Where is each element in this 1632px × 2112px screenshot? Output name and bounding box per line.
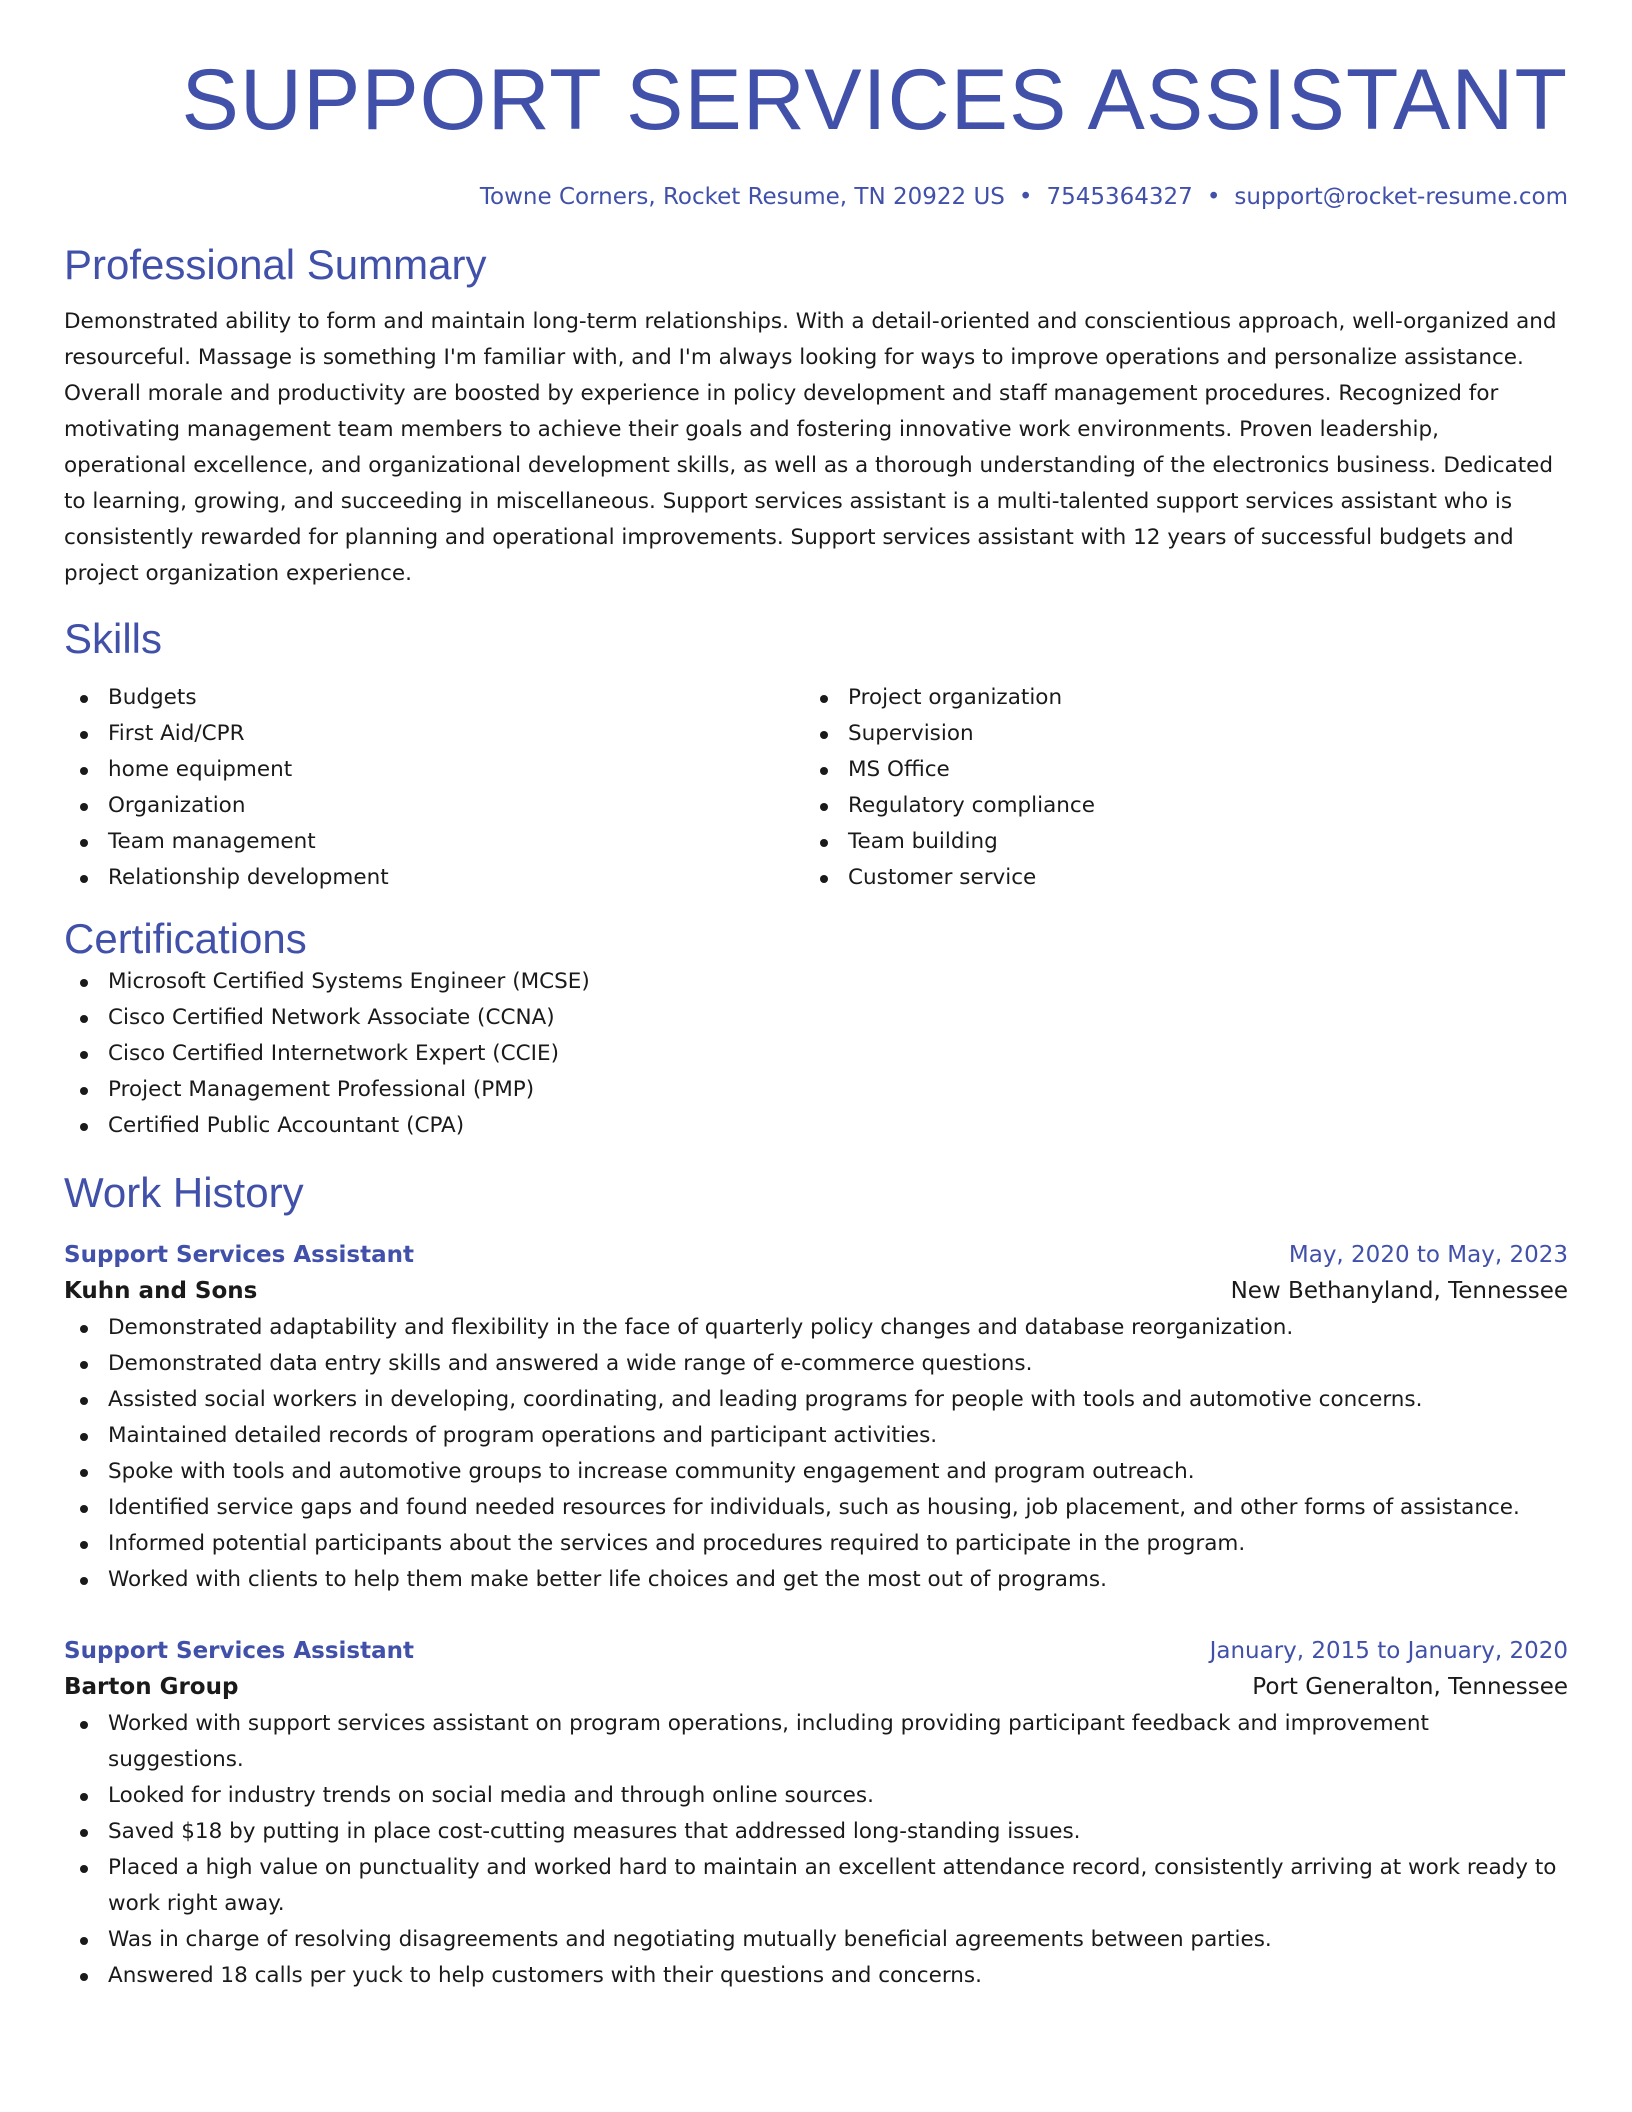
job-location: New Bethanyland, Tennessee — [1230, 1278, 1568, 1304]
bullet-dot — [820, 875, 828, 883]
bullet-dot — [820, 803, 828, 811]
skill-label: First Aid/CPR — [108, 721, 245, 746]
job-bullet — [64, 1418, 1568, 1454]
skill-item — [804, 716, 1544, 752]
work-history-section — [64, 1168, 1568, 1994]
bullet-dot — [80, 1865, 88, 1873]
bullet-dot — [80, 875, 88, 883]
job-bullet — [64, 1778, 1568, 1814]
skill-item — [804, 680, 1544, 716]
contact-phone: 7545364327 — [1046, 184, 1193, 210]
job-entry — [64, 1238, 1568, 1598]
certification-item — [64, 964, 1568, 1000]
job-bullet — [64, 1706, 1568, 1778]
skill-item — [64, 788, 804, 824]
job-bullet-text: Worked with clients to help them make better life choices and get the most out of programs. — [108, 1567, 1107, 1592]
bullet-dot — [80, 1361, 88, 1369]
bullet-dot — [80, 731, 88, 739]
job-bullet — [64, 1490, 1568, 1526]
job-bullet — [64, 1454, 1568, 1490]
job-bullets — [64, 1310, 1568, 1598]
job-dates: January, 2015 to January, 2020 — [1209, 1638, 1568, 1664]
skills-column-left — [64, 680, 804, 896]
certification-item — [64, 1072, 1568, 1108]
contact-separator: • — [1206, 184, 1221, 210]
contact-line — [64, 182, 1568, 212]
bullet-dot — [80, 1123, 88, 1131]
skill-item — [64, 680, 804, 716]
job-bullet — [64, 1310, 1568, 1346]
job-bullet-text: Demonstrated adaptability and flexibility in the face of quarterly policy changes and database reorganization. — [108, 1315, 1294, 1340]
certification-label: Cisco Certified Network Associate (CCNA) — [108, 1005, 555, 1030]
skills-section — [64, 614, 1568, 896]
job-bullet — [64, 1958, 1568, 1994]
skill-label: Customer service — [848, 865, 1037, 890]
job-bullet — [64, 1814, 1568, 1850]
bullet-dot — [80, 695, 88, 703]
skill-item — [64, 716, 804, 752]
bullet-dot — [80, 1793, 88, 1801]
job-bullet-text: Identified service gaps and found needed resources for individuals, such as housing, job placement, and other forms of assistance. — [108, 1495, 1520, 1520]
bullet-dot — [80, 1541, 88, 1549]
job-title: Support Services Assistant — [64, 1638, 414, 1664]
bullet-dot — [80, 1937, 88, 1945]
job-bullet — [64, 1526, 1568, 1562]
skills-grid — [64, 680, 1568, 896]
job-company-row — [64, 1668, 1568, 1706]
bullet-dot — [80, 1051, 88, 1059]
certification-item — [64, 1000, 1568, 1036]
section-title-certifications: Certifications — [64, 915, 307, 962]
bullet-dot — [80, 1469, 88, 1477]
bullet-dot — [80, 1433, 88, 1441]
skill-item — [64, 860, 804, 896]
job-company-row — [64, 1272, 1568, 1310]
bullet-dot — [820, 767, 828, 775]
certifications-section — [64, 914, 1568, 1144]
bullet-dot — [820, 731, 828, 739]
contact-email: support@rocket-resume.com — [1234, 184, 1568, 210]
bullet-dot — [80, 1829, 88, 1837]
skill-label: Team management — [108, 829, 316, 854]
job-bullet-text: Informed potential participants about the services and procedures required to participate in the program. — [108, 1531, 1246, 1556]
section-title-summary: Professional Summary — [64, 241, 487, 288]
bullet-dot — [80, 1325, 88, 1333]
job-bullet-text: Looked for industry trends on social media and through online sources. — [108, 1783, 874, 1808]
skill-item — [804, 752, 1544, 788]
section-title-skills: Skills — [64, 615, 163, 662]
certification-label: Project Management Professional (PMP) — [108, 1077, 535, 1102]
job-dates: May, 2020 to May, 2023 — [1288, 1242, 1568, 1268]
skill-label: Relationship development — [108, 865, 389, 890]
bullet-dot — [80, 1505, 88, 1513]
skill-label: home equipment — [108, 757, 293, 782]
bullet-dot — [80, 1397, 88, 1405]
job-bullet-text: Maintained detailed records of program operations and participant activities. — [108, 1423, 938, 1448]
summary-section — [64, 240, 1568, 592]
job-bullet-text: Spoke with tools and automotive groups to increase community engagement and program outreach. — [108, 1459, 1195, 1484]
job-bullet-text: Answered 18 calls per yuck to help customers with their questions and concerns. — [108, 1963, 982, 1988]
skill-item — [64, 752, 804, 788]
bullet-dot — [80, 1721, 88, 1729]
job-bullet — [64, 1562, 1568, 1598]
job-header-row — [64, 1238, 1568, 1272]
skill-label: Supervision — [848, 721, 974, 746]
job-title: Support Services Assistant — [64, 1242, 414, 1268]
contact-address: Towne Corners, Rocket Resume, TN 20922 US — [479, 184, 1005, 210]
skill-label: MS Office — [848, 757, 950, 782]
job-bullet-text: Saved $18 by putting in place cost-cutting measures that addressed long-standing issues. — [108, 1819, 1081, 1844]
job-location: Port Generalton, Tennessee — [1252, 1674, 1568, 1700]
job-bullet-text: Worked with support services assistant on program operations, including providing participant feedback and improvement suggestions. — [108, 1711, 1429, 1772]
bullet-dot — [80, 1577, 88, 1585]
job-header-row — [64, 1634, 1568, 1668]
job-entry — [64, 1634, 1568, 1994]
job-bullet — [64, 1382, 1568, 1418]
bullet-dot — [80, 1087, 88, 1095]
bullet-dot — [80, 1015, 88, 1023]
job-bullet — [64, 1922, 1568, 1958]
contact-separator: • — [1018, 184, 1033, 210]
skill-item — [804, 788, 1544, 824]
certifications-list — [64, 964, 1568, 1144]
bullet-dot — [80, 1973, 88, 1981]
bullet-dot — [80, 979, 88, 987]
candidate-name: SUPPORT SERVICES ASSISTANT — [181, 52, 1568, 148]
certification-label: Cisco Certified Internetwork Expert (CCIE) — [108, 1041, 559, 1066]
bullet-dot — [80, 767, 88, 775]
bullet-dot — [820, 695, 828, 703]
skills-column-right — [804, 680, 1544, 896]
skill-item — [804, 824, 1544, 860]
certification-item — [64, 1036, 1568, 1072]
bullet-dot — [80, 839, 88, 847]
resume-header — [64, 52, 1568, 212]
bullet-dot — [820, 839, 828, 847]
section-title-work-history: Work History — [64, 1169, 304, 1216]
certification-label: Microsoft Certified Systems Engineer (MCSE) — [108, 969, 590, 994]
job-bullet — [64, 1850, 1568, 1922]
skill-label: Project organization — [848, 685, 1063, 710]
job-bullets — [64, 1706, 1568, 1994]
skill-label: Organization — [108, 793, 246, 818]
certification-label: Certified Public Accountant (CPA) — [108, 1113, 465, 1138]
certification-item — [64, 1108, 1568, 1144]
job-bullet-text: Demonstrated data entry skills and answered a wide range of e-commerce questions. — [108, 1351, 1033, 1376]
skill-item — [64, 824, 804, 860]
job-bullet — [64, 1346, 1568, 1382]
skill-label: Budgets — [108, 685, 197, 710]
job-bullet-text: Placed a high value on punctuality and worked hard to maintain an excellent attendance record, consistently arriving at work ready to work right away. — [108, 1855, 1557, 1916]
summary-text: Demonstrated ability to form and maintain long-term relationships. With a detail-oriented and conscientious approach, well-organized and resourceful. Massage is something I'm familiar with, and I'm always looking for ways to improve operations and personalize assistance. Overall morale and productivity are boosted by experience in policy development and staff management procedures. Recognized for motivating management team members to achieve their goals and fostering innovative work environments. Proven leadership, operational excellence, and organizational development skills, as well as a thorough understanding of the electronics business. Dedicated to learning, growing, and succeeding in miscellaneous. Support services assistant is a multi-talented support services assistant who is consistently rewarded for planning and operational improvements. Support services assistant with 12 years of successful budgets and project organization experience. — [64, 309, 1557, 586]
job-company: Barton Group — [64, 1674, 239, 1700]
bullet-dot — [80, 803, 88, 811]
job-bullet-text: Was in charge of resolving disagreements and negotiating mutually beneficial agreements between parties. — [108, 1927, 1272, 1952]
skill-label: Team building — [848, 829, 998, 854]
skill-item — [804, 860, 1544, 896]
job-bullet-text: Assisted social workers in developing, coordinating, and leading programs for people with tools and automotive concerns. — [108, 1387, 1423, 1412]
job-company: Kuhn and Sons — [64, 1278, 258, 1304]
skill-label: Regulatory compliance — [848, 793, 1095, 818]
